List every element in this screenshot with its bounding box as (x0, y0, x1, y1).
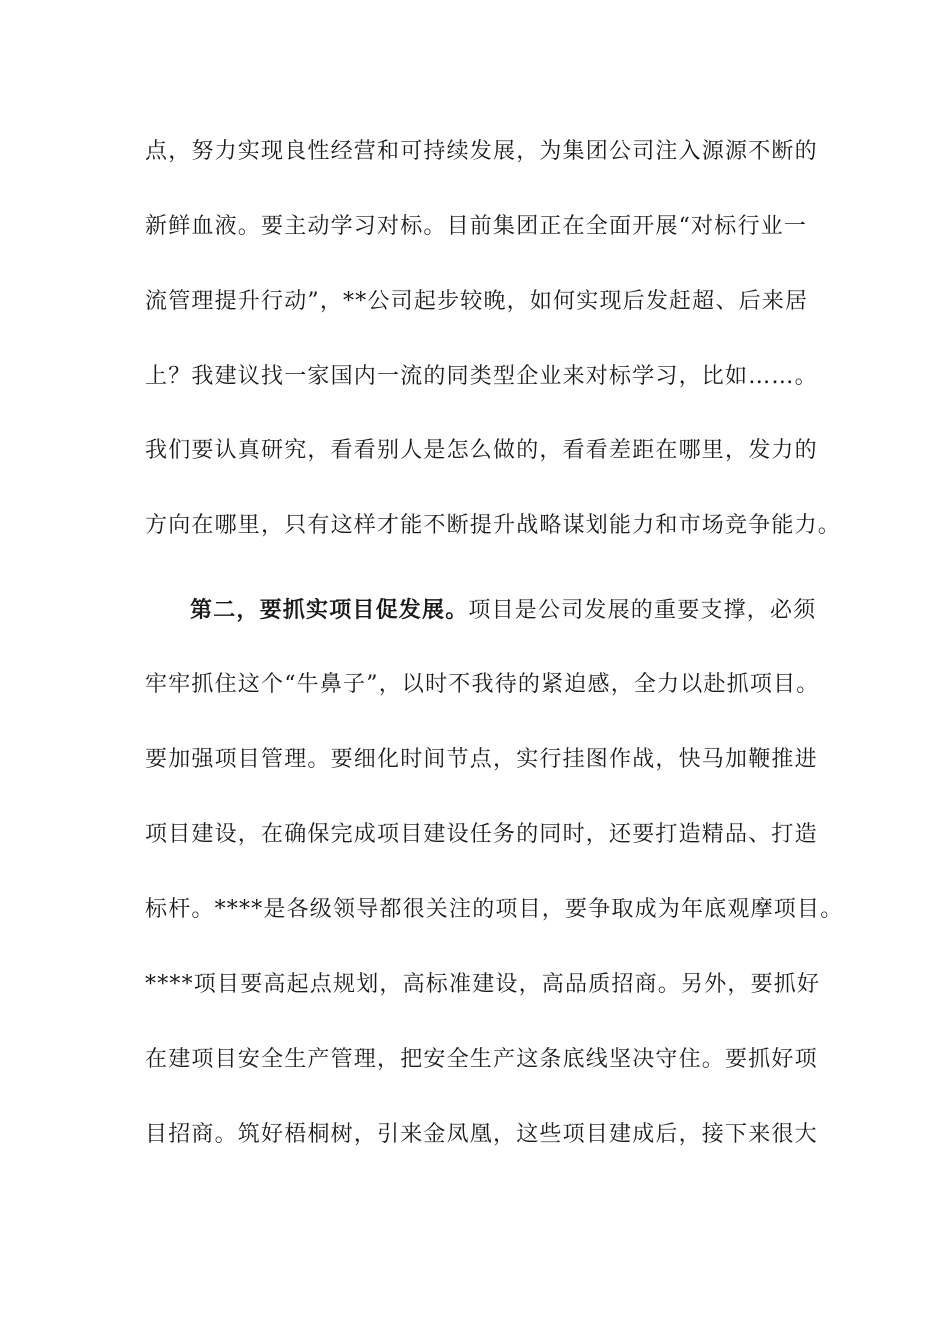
paragraph-2-line-4: 项目建设，在确保完成项目建设任务的同时，还要打造精品、打造 (145, 822, 818, 847)
paragraph-2-line-3: 要加强项目管理。要细化时间节点，实行挂图作战，快马加鞭推进 (145, 747, 818, 772)
paragraph-2-heading: 第二，要抓实项目促发展。 (190, 597, 469, 623)
paragraph-2-line-5: 标杆。****是各级领导都很关注的项目，要争取成为年底观摩项目。 (145, 897, 844, 922)
paragraph-1-line-4: 上？我建议找一家国内一流的同类型企业来对标学习，比如……。 (145, 364, 818, 389)
paragraph-2-first-line (190, 595, 817, 626)
paragraph-1-line-6: 方向在哪里，只有这样才能不断提升战略谋划能力和市场竞争能力。 (145, 513, 842, 538)
paragraph-1-line-2: 新鲜血液。要主动学习对标。目前集团正在全面开展“对标行业一 (145, 214, 808, 239)
paragraph-2-line-6: ****项目要高起点规划，高标准建设，高品质招商。另外，要抓好 (145, 972, 821, 997)
paragraph-2-line-8: 目招商。筑好梧桐树，引来金凤凰，这些项目建成后，接下来很大 (145, 1122, 818, 1147)
paragraph-2-line-7: 在建项目安全生产管理，把安全生产这条底线坚决守住。要抓好项 (145, 1047, 818, 1072)
paragraph-1-line-3: 流管理提升行动”，**公司起步较晚，如何实现后发赶超、后来居 (145, 289, 809, 314)
paragraph-2-first-line-text: 项目是公司发展的重要支撑，必须 (468, 598, 817, 623)
paragraph-1-line-5: 我们要认真研究，看看别人是怎么做的，看看差距在哪里，发力的 (145, 438, 818, 463)
paragraph-2-line-2: 牢牢抓住这个“牛鼻子”，以时不我待的紧迫感，全力以赴抓项目。 (145, 672, 820, 697)
paragraph-1-line-1: 点，努力实现良性经营和可持续发展，为集团公司注入源源不断的 (145, 139, 818, 164)
